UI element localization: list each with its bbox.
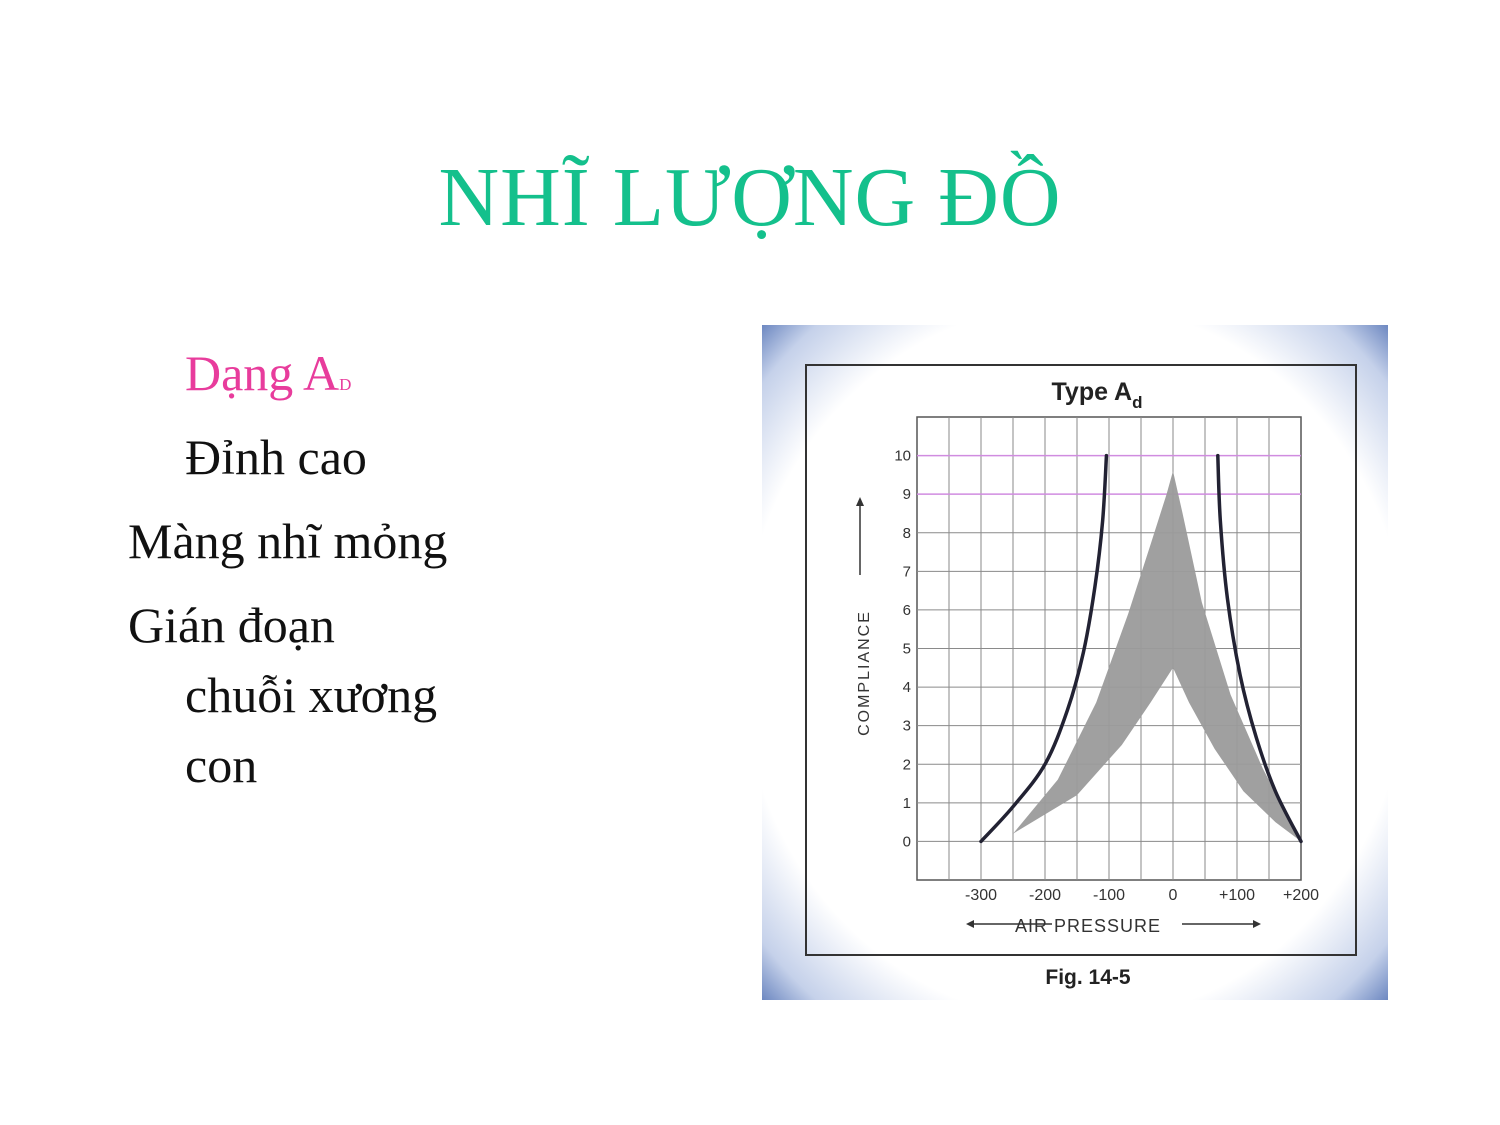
x-tick-label: +100 — [1218, 887, 1256, 904]
type-label — [185, 343, 351, 415]
type-label-text: Dạng A — [185, 345, 340, 401]
y-tick-label: 2 — [902, 756, 911, 774]
x-tick-label: 0 — [1168, 887, 1178, 904]
bullet-thin-eardrum: Màng nhĩ mỏng — [128, 513, 448, 569]
y-axis-label: COMPLIANCE — [856, 610, 873, 736]
y-tick-label: 7 — [902, 563, 911, 581]
tympanogram-chart — [762, 325, 1388, 1000]
y-tick-label: 5 — [902, 640, 911, 658]
chart-title-text: Type A — [1051, 378, 1133, 406]
y-tick-label: 10 — [894, 447, 911, 465]
y-tick-label: 1 — [902, 794, 911, 812]
tympanogram-figure — [762, 325, 1388, 1000]
bullet-discontinuity: Gián đoạn — [128, 597, 335, 653]
bullet-ossicular-chain: chuỗi xương — [185, 667, 438, 723]
y-tick-label: 8 — [902, 524, 911, 542]
bullet-ossicles: con — [185, 737, 258, 793]
chart-title-subscript: d — [1132, 393, 1143, 412]
y-tick-label: 9 — [902, 486, 911, 504]
slide-title: NHĨ LƯỢNG ĐỒ — [438, 151, 1062, 244]
x-tick-label: -200 — [1028, 887, 1062, 904]
y-tick-label: 4 — [902, 679, 911, 697]
y-tick-label: 6 — [902, 601, 911, 619]
figure-caption: Fig. 14-5 — [1045, 966, 1131, 989]
x-axis-label: AIR PRESSURE — [1014, 916, 1162, 936]
x-tick-label: -100 — [1092, 887, 1126, 904]
bullet-peak: Đỉnh cao — [185, 429, 367, 485]
x-tick-label: +200 — [1282, 887, 1320, 904]
y-tick-label: 3 — [902, 717, 911, 735]
y-tick-label: 0 — [902, 833, 911, 851]
type-label-subscript: D — [339, 375, 352, 394]
x-tick-label: -300 — [964, 887, 998, 904]
